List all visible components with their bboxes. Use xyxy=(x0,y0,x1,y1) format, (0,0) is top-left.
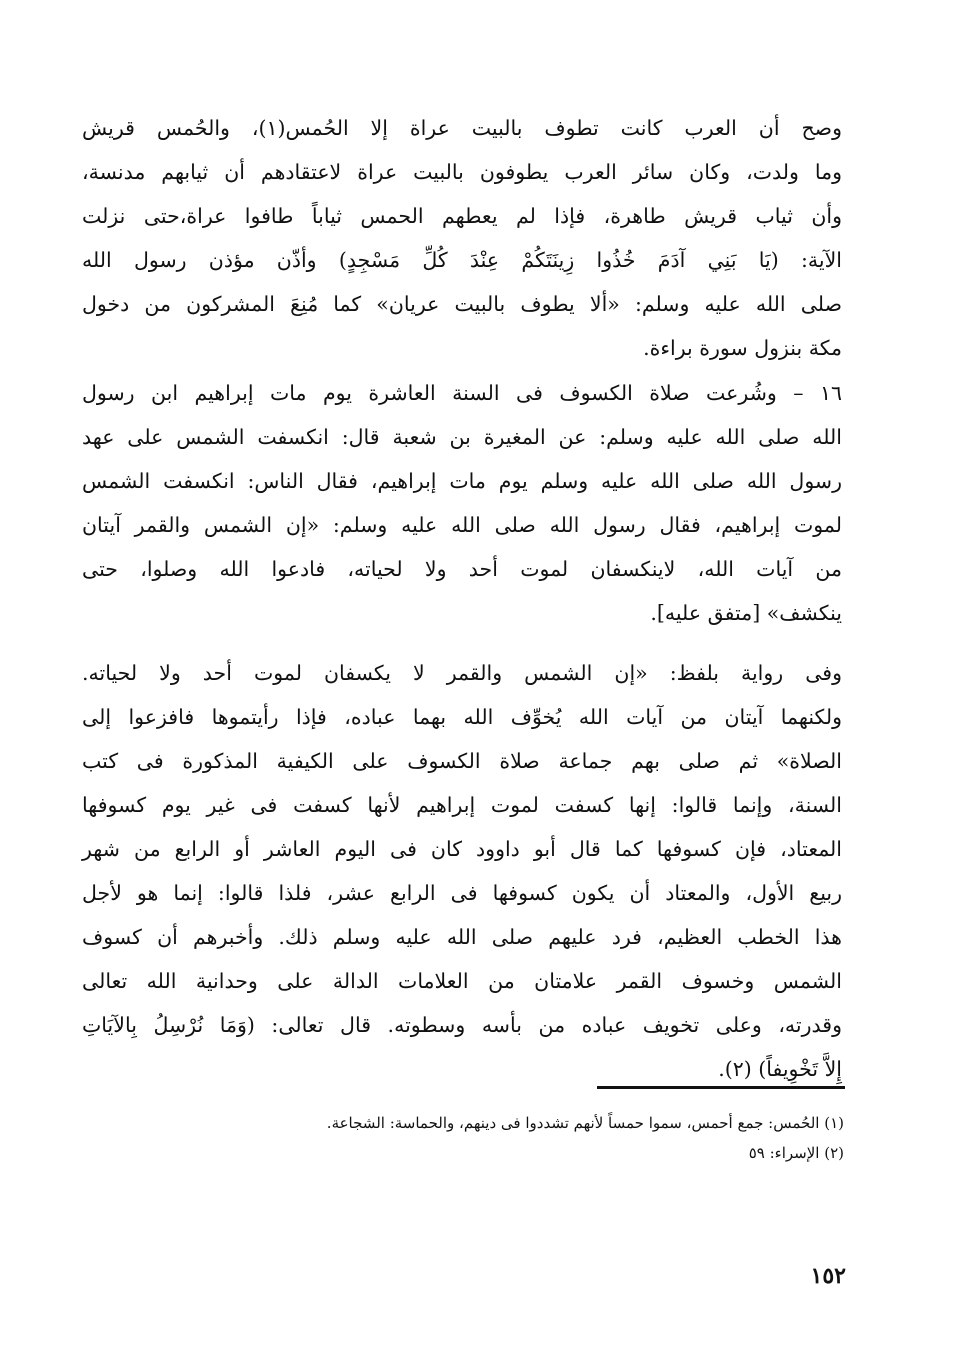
text-line: مكة بنزول سورة براءة. xyxy=(643,336,842,360)
text-line: لموت إبراهيم، فقال رسول الله صلى الله عليه وسلم: «إن الشمس والقمر آيتان xyxy=(82,513,842,537)
text-line: ولكنهما آيتان من آيات الله يُخوِّف الله بهما عباده، فإذا رأيتموها فافزعوا إلى xyxy=(82,705,842,729)
footnote-2: (٢) الإسراء: ٥٩ xyxy=(748,1144,844,1162)
text-line: ربيع الأول، والمعتاد أن يكون كسوفها فى الرابع عشر، فلذا قالوا: إنما هو لأجل xyxy=(82,881,842,905)
text-line: ينكشف» [متفق عليه]. xyxy=(650,601,842,625)
text-line: وما ولدت، وكان سائر العرب يطوفون بالبيت عراة لاعتقادهم أن ثيابهم مدنسة، xyxy=(82,160,842,184)
text-line: الآية: (يَا بَنِي آدَمَ خُذُوا زِينَتَكُمْ عِنْدَ كُلِّ مَسْجِدٍ) وأذّن مؤذن رسول الله xyxy=(82,248,842,272)
page-number: ١٥٢ xyxy=(810,1263,846,1289)
text-line: إِلاَّ تَخْوِيفاً) (٢). xyxy=(718,1057,842,1081)
text-line: هذا الخطب العظيم، فرد عليهم صلى الله عليه وسلم ذلك. وأخبرهم أن كسوف xyxy=(82,925,842,949)
footnote-1: (١) الحُمس: جمع أحمس، سموا حمساً لأنهم تشددوا فى دينهم، والحماسة: الشجاعة. xyxy=(326,1114,844,1132)
text-line: ١٦ – وشُرعت صلاة الكسوف فى السنة العاشرة يوم مات إبراهيم ابن رسول xyxy=(82,381,842,405)
text-line: وقدرته، وعلى تخويف عباده من بأسه وسطوته. قال تعالى: (وَمَا نُرْسِلُ بِالآيَاتِ xyxy=(82,1013,842,1037)
footnotes xyxy=(200,1108,844,1168)
text-line: الله صلى الله عليه وسلم: عن المغيرة بن شعبة قال: انكسفت الشمس على عهد xyxy=(82,425,842,449)
paragraph-2 xyxy=(82,371,842,635)
text-line: رسول الله صلى الله عليه وسلم يوم مات إبراهيم، فقال الناس: انكسفت الشمس xyxy=(82,469,842,493)
text-line: من آيات الله، لاينكسفان لموت أحد ولا لحياته، فادعوا الله وصلوا، حتى xyxy=(82,557,842,581)
text-line: وصح أن العرب كانت تطوف بالبيت عراة إلا الحُمس(١)، والحُمس قريش xyxy=(82,116,842,140)
text-line: وأن ثياب قريش طاهرة، فإذا لم يعطهم الحمس ثياباً طافوا عراة،حتى نزلت xyxy=(82,204,842,228)
text-line: صلى الله عليه وسلم: «ألا يطوف بالبيت عريان» كما مُنِعَ المشركون من دخول xyxy=(82,292,842,316)
text-line: الشمس وخسوف القمر علامتان من العلامات الدالة على وحدانية الله تعالى xyxy=(82,969,842,993)
text-line: المعتاد، فإن كسوفها كما قال أبو داوود كان فى اليوم العاشر أو الرابع من شهر xyxy=(82,837,842,861)
text-line: الصلاة» ثم صلى بهم جماعة صلاة الكسوف على الكيفية المذكورة فى كتب xyxy=(82,749,842,773)
text-line: وفى رواية بلفظ: «إن الشمس والقمر لا يكسفان لموت أحد ولا لحياته. xyxy=(82,661,842,685)
footnote-divider xyxy=(597,1086,845,1089)
paragraph-1 xyxy=(82,106,842,370)
text-line: السنة، وإنما قالوا: إنها كسفت لموت إبراهيم لأنها كسفت فى غير يوم كسوفها xyxy=(82,793,842,817)
paragraph-3 xyxy=(82,651,842,1091)
